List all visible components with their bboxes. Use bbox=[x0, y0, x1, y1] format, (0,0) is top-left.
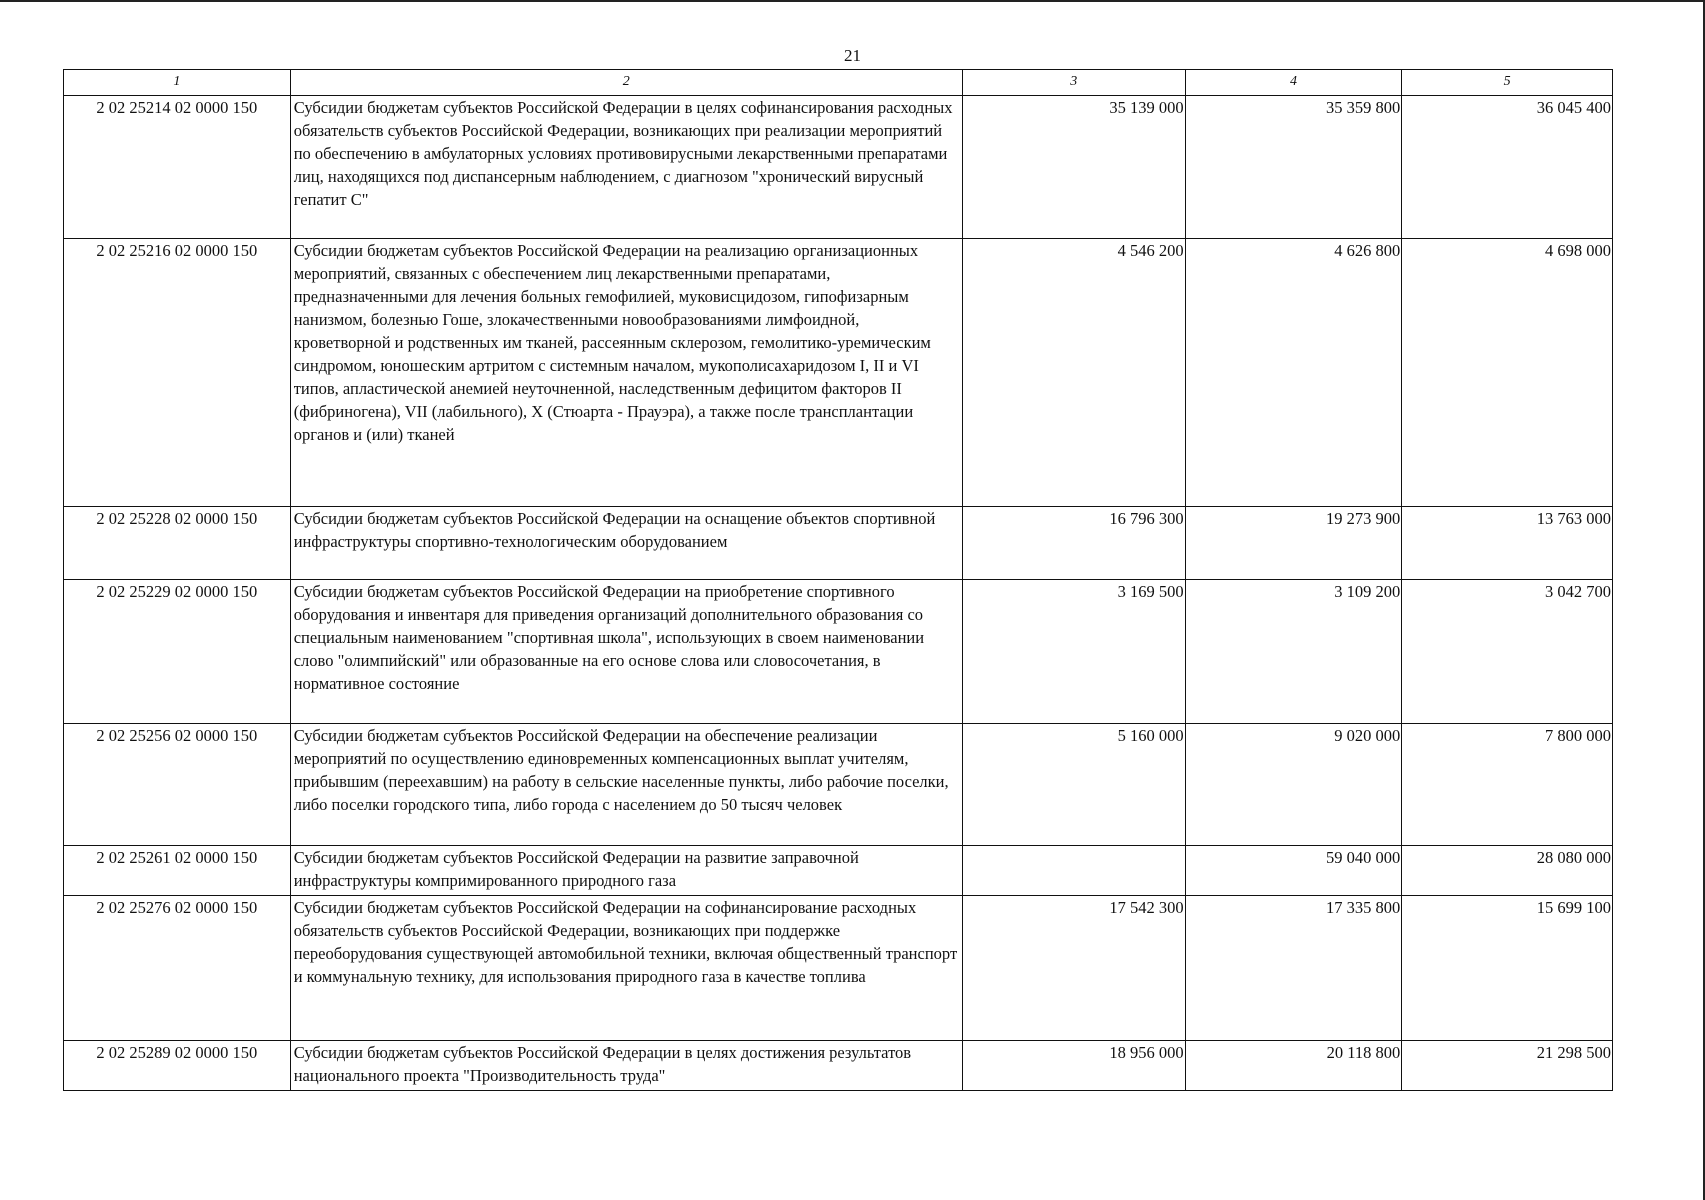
value-col3 bbox=[962, 846, 1185, 896]
table-row bbox=[64, 846, 1613, 896]
value-col5: 7 800 000 bbox=[1402, 724, 1613, 846]
budget-code: 2 02 25229 02 0000 150 bbox=[64, 580, 291, 724]
table-row bbox=[64, 724, 1613, 846]
row-description: Субсидии бюджетам субъектов Российской Федерации на обеспечение реализации мероприятий по осуществлению единовременных компенсационных выплат учителям, прибывшим (переехавшим) на работу в сельские населенные пункты, либо рабочие поселки, либо поселки городского типа, либо города с населением до 50 тысяч человек bbox=[290, 724, 962, 846]
value-col4: 35 359 800 bbox=[1185, 96, 1402, 239]
row-description: Субсидии бюджетам субъектов Российской Федерации на софинансирование расходных обязательств субъектов Российской Федерации, возникающих при поддержке переоборудования существующей автомобильной техники, включая общественный транспорт и коммунальную технику, для использования природного газа в качестве топлива bbox=[290, 896, 962, 1041]
row-description: Субсидии бюджетам субъектов Российской Федерации на оснащение объектов спортивной инфраструктуры спортивно-технологическим оборудованием bbox=[290, 507, 962, 580]
value-col5: 13 763 000 bbox=[1402, 507, 1613, 580]
column-header: 1 bbox=[64, 70, 291, 96]
row-description: Субсидии бюджетам субъектов Российской Федерации на приобретение спортивного оборудования и инвентаря для приведения организаций дополнительного образования со специальным наименованием "спортивная школа", использующих в своем наименовании слово "олимпийский" или образованные на его основе слова или словосочетания, в нормативное состояние bbox=[290, 580, 962, 724]
value-col4: 4 626 800 bbox=[1185, 239, 1402, 507]
row-description: Субсидии бюджетам субъектов Российской Федерации в целях достижения результатов национального проекта "Производительность труда" bbox=[290, 1041, 962, 1091]
budget-code: 2 02 25216 02 0000 150 bbox=[64, 239, 291, 507]
value-col3: 5 160 000 bbox=[962, 724, 1185, 846]
table-row bbox=[64, 239, 1613, 507]
value-col4: 3 109 200 bbox=[1185, 580, 1402, 724]
budget-code: 2 02 25228 02 0000 150 bbox=[64, 507, 291, 580]
value-col4: 19 273 900 bbox=[1185, 507, 1402, 580]
budget-code: 2 02 25256 02 0000 150 bbox=[64, 724, 291, 846]
budget-code: 2 02 25289 02 0000 150 bbox=[64, 1041, 291, 1091]
budget-table bbox=[63, 69, 1613, 1091]
value-col3: 16 796 300 bbox=[962, 507, 1185, 580]
value-col5: 28 080 000 bbox=[1402, 846, 1613, 896]
value-col3: 4 546 200 bbox=[962, 239, 1185, 507]
budget-code: 2 02 25276 02 0000 150 bbox=[64, 896, 291, 1041]
column-header: 5 bbox=[1402, 70, 1613, 96]
value-col5: 21 298 500 bbox=[1402, 1041, 1613, 1091]
value-col3: 35 139 000 bbox=[962, 96, 1185, 239]
column-header: 2 bbox=[290, 70, 962, 96]
value-col5: 36 045 400 bbox=[1402, 96, 1613, 239]
table-row bbox=[64, 1041, 1613, 1091]
value-col5: 3 042 700 bbox=[1402, 580, 1613, 724]
column-header: 4 bbox=[1185, 70, 1402, 96]
budget-code: 2 02 25261 02 0000 150 bbox=[64, 846, 291, 896]
value-col4: 20 118 800 bbox=[1185, 1041, 1402, 1091]
row-description: Субсидии бюджетам субъектов Российской Федерации в целях софинансирования расходных обязательств субъектов Российской Федерации, возникающих при реализации мероприятий по обеспечению в амбулаторных условиях противовирусными лекарственными препаратами лиц, находящихся под диспансерным наблюдением, с диагнозом "хронический вирусный гепатит С" bbox=[290, 96, 962, 239]
row-description: Субсидии бюджетам субъектов Российской Федерации на развитие заправочной инфраструктуры компримированного природного газа bbox=[290, 846, 962, 896]
value-col3: 17 542 300 bbox=[962, 896, 1185, 1041]
value-col5: 4 698 000 bbox=[1402, 239, 1613, 507]
value-col3: 18 956 000 bbox=[962, 1041, 1185, 1091]
column-header: 3 bbox=[962, 70, 1185, 96]
value-col4: 9 020 000 bbox=[1185, 724, 1402, 846]
table-row bbox=[64, 896, 1613, 1041]
table-row bbox=[64, 580, 1613, 724]
scan-border-top bbox=[0, 0, 1705, 2]
table-row bbox=[64, 96, 1613, 239]
value-col4: 59 040 000 bbox=[1185, 846, 1402, 896]
header-row bbox=[64, 70, 1613, 96]
budget-code: 2 02 25214 02 0000 150 bbox=[64, 96, 291, 239]
value-col3: 3 169 500 bbox=[962, 580, 1185, 724]
row-description: Субсидии бюджетам субъектов Российской Федерации на реализацию организационных мероприятий, связанных с обеспечением лиц лекарственными препаратами, предназначенными для лечения больных гемофилией, муковисцидозом, гипофизарным нанизмом, болезнью Гоше, злокачественными новообразованиями лимфоидной, кроветворной и родственных им тканей, рассеянным склерозом, гемолитико-уремическим синдромом, юношеским артритом с системным началом, мукополисахаридозом I, II и VI типов, апластической анемией неуточненной, наследственным дефицитом факторов II (фибриногена), VII (лабильного), X (Стюарта - Прауэра), а также после трансплантации органов и (или) тканей bbox=[290, 239, 962, 507]
value-col5: 15 699 100 bbox=[1402, 896, 1613, 1041]
value-col4: 17 335 800 bbox=[1185, 896, 1402, 1041]
page-number: 21 bbox=[844, 46, 861, 65]
table-row bbox=[64, 507, 1613, 580]
